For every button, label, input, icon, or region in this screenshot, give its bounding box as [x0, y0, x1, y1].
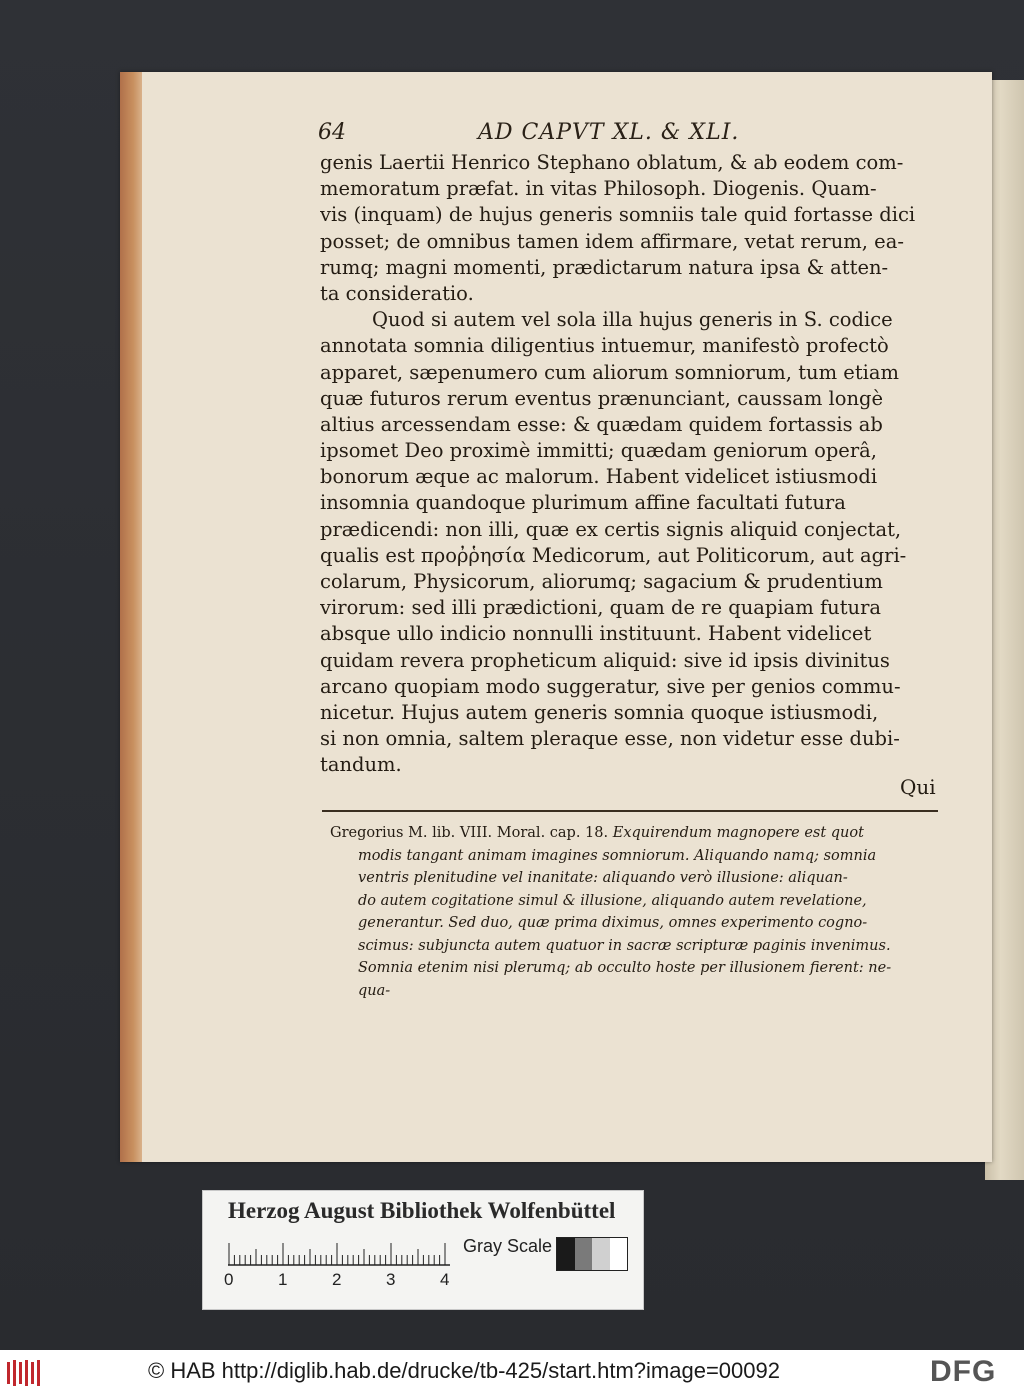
text-line: genis Laertii Henrico Stephano oblatum, & ab eodem com-: [320, 151, 904, 174]
ruler-numbers: [224, 1270, 464, 1294]
footnote-first-line: [330, 822, 945, 845]
gray-patch: [610, 1238, 628, 1270]
text-line: rumq; magni momenti, prædictarum natura ipsa & atten-: [320, 255, 889, 279]
gray-patch: [575, 1238, 593, 1270]
footnote-line: ventris plenitudine vel inanitate: aliquando verò illusione: aliquan-: [358, 870, 848, 886]
text-line: quæ futuros rerum eventus prænunciant, caussam longè: [320, 386, 884, 410]
library-name: Herzog August Bibliothek Wolfenbüttel: [228, 1198, 616, 1223]
ruler-number: 2: [332, 1270, 342, 1289]
footnote-line: generantur. Sed duo, quæ prima diximus, omnes experimento cogno-: [358, 915, 868, 931]
footnote-source: Gregorius M. lib. VIII. Moral. cap. 18.: [330, 825, 609, 841]
text-line: memoratum præfat. in vitas Philosoph. Diogenis. Quam-: [320, 177, 877, 201]
ruler-number: 0: [224, 1270, 234, 1289]
text-line: insomnia quandoque plurimum affine facultati futura: [320, 491, 846, 515]
text-line: absque ullo indicio nonnulli instituunt. Habent videlicet: [320, 622, 872, 646]
page-number: 64: [318, 120, 346, 145]
footnote-lead-quote: Exquirendum magnopere est quot: [612, 825, 864, 841]
footnote-rule: [322, 810, 938, 812]
text-line: qualis est προῤῥησία Medicorum, aut Politicorum, aut agri-: [320, 543, 907, 567]
footnote-line: qua-: [358, 982, 391, 999]
footnote-line: scimus: subjuncta autem quatuor in sacræ scripturæ paginis invenimus.: [358, 937, 891, 954]
ruler-number: 4: [440, 1270, 450, 1289]
page-spine-edge: [120, 72, 142, 1162]
text-line: vis (inquam) de hujus generis somniis tale quid fortasse dici: [320, 203, 916, 227]
footnote-line: do autem cogitatione simul & illusione, aliquando autem revelatione,: [358, 892, 867, 909]
text-line: apparet, sæpenumero cum aliorum somniorum, tum etiam: [320, 360, 900, 384]
text-line: annotata somnia diligentius intuemur, manifestò profectò: [320, 334, 889, 358]
text-line: si non omnia, saltem pleraque esse, non videtur esse dubi-: [320, 727, 900, 751]
copyright-url[interactable]: © HAB http://diglib.hab.de/drucke/tb-425/start.htm?image=00092: [148, 1358, 780, 1383]
catchword: Qui: [900, 775, 936, 799]
dfg-logo: DFG: [930, 1355, 997, 1388]
text-line: ipsomet Deo proximè immitti; quædam geniorum operâ,: [320, 439, 877, 463]
text-line: arcano quopiam modo suggeratur, sive per genios commu-: [320, 674, 901, 698]
footnote-line: Somnia etenim nisi plerumq; ab occulto hoste per illusionem fierent: ne-: [358, 960, 892, 976]
ruler-scale: [228, 1238, 450, 1266]
text-line: virorum: sed illi prædictioni, quam de re quapiam futura: [320, 596, 882, 620]
gray-scale-patches: [556, 1237, 628, 1271]
text-line: quidam revera propheticum aliquid: sive id ipsis divinitus: [320, 648, 890, 672]
ruler-number: 1: [278, 1270, 288, 1289]
page-header: [318, 120, 958, 150]
gray-patch: [592, 1238, 610, 1270]
main-text-block: [320, 150, 940, 779]
text-line: tandum.: [320, 753, 402, 777]
gray-patch: [557, 1238, 575, 1270]
text-line: nicetur. Hujus autem generis somnia quoque istiusmodi,: [320, 700, 879, 724]
gray-scale-label: Gray Scale: [463, 1236, 553, 1256]
text-line: Quod si autem vel sola illa hujus generis in S. codice: [372, 308, 893, 332]
ruler-number: 3: [386, 1270, 396, 1289]
text-line: posset; de omnibus tamen idem affirmare, vetat rerum, ea-: [320, 229, 904, 253]
running-head: AD CAPVT XL. & XLI.: [478, 120, 740, 145]
text-line: altius arcessendam esse: & quædam quidem fortassis ab: [320, 412, 883, 436]
footnote-line: modis tangant animam imagines somniorum. Aliquando namq; somnia: [358, 847, 877, 864]
text-line: colarum, Physicorum, aliorumq; sagacium & prudentium: [320, 570, 883, 593]
footnote-block: [330, 822, 945, 1002]
text-line: prædicendi: non illi, quæ ex certis signis aliquid conjectat,: [320, 517, 902, 541]
hab-logo-icon: [6, 1358, 46, 1388]
text-line: ta consideratio.: [320, 281, 474, 305]
text-line: bonorum æque ac malorum. Habent videlicet istiusmodi: [320, 465, 878, 489]
